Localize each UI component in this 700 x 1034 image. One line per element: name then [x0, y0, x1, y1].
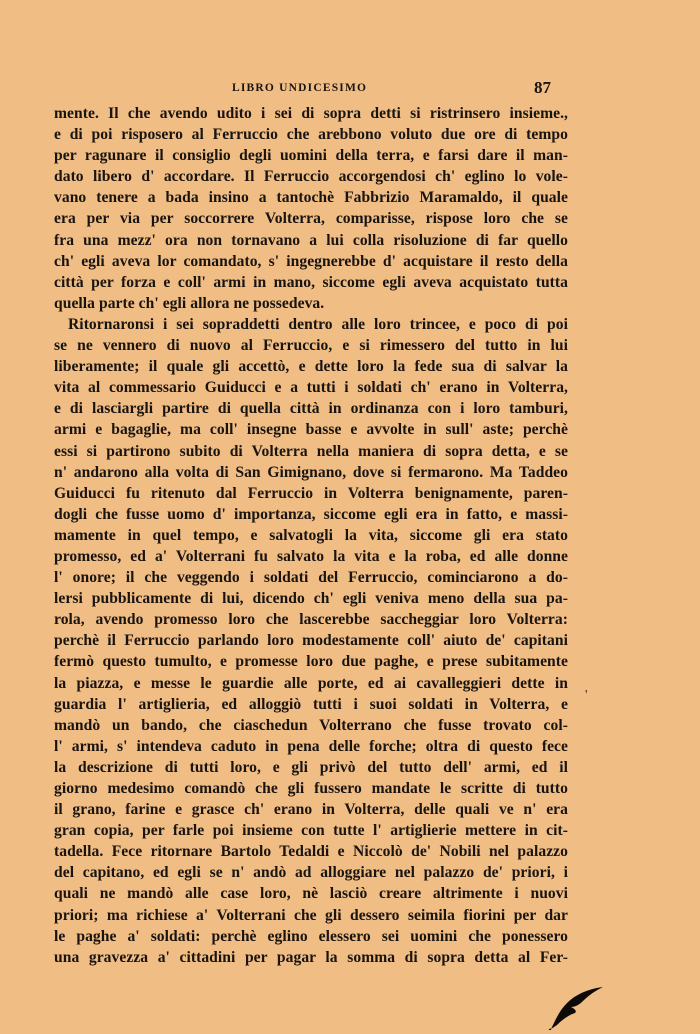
text-line: le paghe a' soldati: perchè eglino elessero sei uomini che ponessero [54, 927, 568, 945]
text-line: guardia l' artiglieria, ed alloggiò tutti i suoi soldati in Volterra, e [54, 695, 568, 713]
margin-mark: ' [585, 688, 588, 703]
text-line: mandò un bando, che ciaschedun Volterrano che fusse trovato col- [54, 716, 568, 734]
page-number: 87 [534, 78, 551, 97]
text-line: quella parte ch' egli allora ne possedeva. [54, 294, 325, 312]
text-line: gran copia, per farle poi insieme con tutte l' artiglierie mettere in cit- [54, 822, 568, 840]
text-line: liberamente; il quale gli accettò, e dette loro la fede sua di salvar la [54, 358, 568, 376]
text-line: rola, avendo promesso loro che lascerebbe saccheggiar loro Volterra: [54, 611, 568, 629]
body-text [54, 103, 568, 968]
text-line: perchè il Ferruccio parlando loro modestamente coll' aiuto de' capitani [54, 632, 568, 650]
text-line: vita al commessario Guiducci e a tutti i soldati ch' erano in Volterra, [54, 379, 568, 397]
text-line: per ragunare il consiglio degli uomini della terra, e farsi dare il man- [54, 147, 568, 165]
text-line: essi si partirono subito di Volterra nella maniera di sopra detta, e se [54, 442, 568, 460]
text-line: e di poi risposero al Ferruccio che arebbono voluto due ore di tempo [54, 126, 568, 144]
page-header [0, 78, 700, 102]
paragraph-start: Ritornaronsi i sei sopraddetti dentro alle loro trincee, e poco di poi [68, 315, 568, 333]
text-line: giorno medesimo comandò che gli fussero mandate le scritte di tutto [54, 780, 568, 797]
text-line: mente. Il che avendo udito i sei di sopra detti si ristrinsero insieme., [54, 105, 568, 122]
text-line: se ne vennero di nuovo al Ferruccio, e si rimessero del tutto in lui [54, 337, 568, 355]
text-line: del capitano, ed egli se n' andò ad alloggiare nel palazzo de' priori, i [54, 864, 568, 882]
text-line: tadella. Fece ritornare Bartolo Tedaldi e Niccolò de' Nobili nel palazzo [54, 843, 568, 861]
quill-icon [545, 985, 605, 1030]
text-line: promesso, ed a' Volterrani fu salvato la vita e la roba, ed alle donne [54, 547, 568, 565]
text-line: n' andarono alla volta di San Gimignano, dove si fermarono. Ma Taddeo [54, 463, 568, 481]
text-line: una gravezza a' cittadini per pagar la somma di sopra detta al Fer- [54, 948, 568, 966]
text-line: città per forza e coll' armi in mano, siccome egli aveva acquistato tutta [54, 273, 568, 291]
text-line: l' onore; il che veggendo i soldati del Ferruccio, cominciarono a do- [54, 569, 568, 587]
text-line: dogli che fusse uomo d' importanza, siccome egli era in fatto, e massi- [54, 505, 568, 523]
text-line: il grano, farine e grasce ch' erano in Volterra, delle quali ve n' era [54, 801, 568, 819]
text-line: dato libero d' accordare. Il Ferruccio accorgendosi ch' eglino lo vole- [54, 168, 568, 186]
text-line: fermò questo tumulto, e promesse loro due paghe, e prese subitamente [54, 653, 568, 671]
text-line: e di lasciargli partire di quella città in ordinanza con i loro tamburi, [54, 400, 568, 418]
text-line: fra una mezz' ora non tornavano a lui colla risoluzione di far quello [54, 231, 568, 249]
text-line: l' armi, s' intendeva caduto in pena delle forche; oltra di questo fece [54, 737, 568, 755]
text-line: la piazza, e messe le guardie alle porte, ed ai cavalleggieri dette in [54, 674, 568, 692]
text-line: ch' egli aveva lor comandato, s' ingegnerebbe d' acquistare il resto della [54, 252, 568, 270]
text-line: vano tenere a bada insino a tantochè Fabbrizio Maramaldo, il quale [54, 189, 568, 207]
text-line: Guiducci fu ritenuto dal Ferruccio in Volterra benignamente, paren- [54, 484, 568, 502]
text-line: era per via per soccorrere Volterra, comparisse, rispose loro che se [54, 210, 568, 228]
text-line: armi e bagaglie, ma coll' insegne basse e avvolte in sull' aste; perchè [54, 421, 568, 439]
text-line: mamente in quel tempo, e salvatogli la vita, siccome gli era stato [54, 526, 568, 544]
running-head: LIBRO UNDICESIMO [232, 82, 368, 94]
text-line: la descrizione di tutti loro, e gli privò del tutto dell' armi, ed il [54, 758, 568, 776]
text-line: lersi pubblicamente di lui, dicendo ch' egli veniva meno della sua pa- [54, 590, 568, 608]
text-line: quali ne mandò alle case loro, nè lasciò creare altrimente i nuovi [54, 885, 568, 903]
text-line: priori; ma richiese a' Volterrani che gli dessero seimila fiorini per dar [54, 906, 568, 924]
